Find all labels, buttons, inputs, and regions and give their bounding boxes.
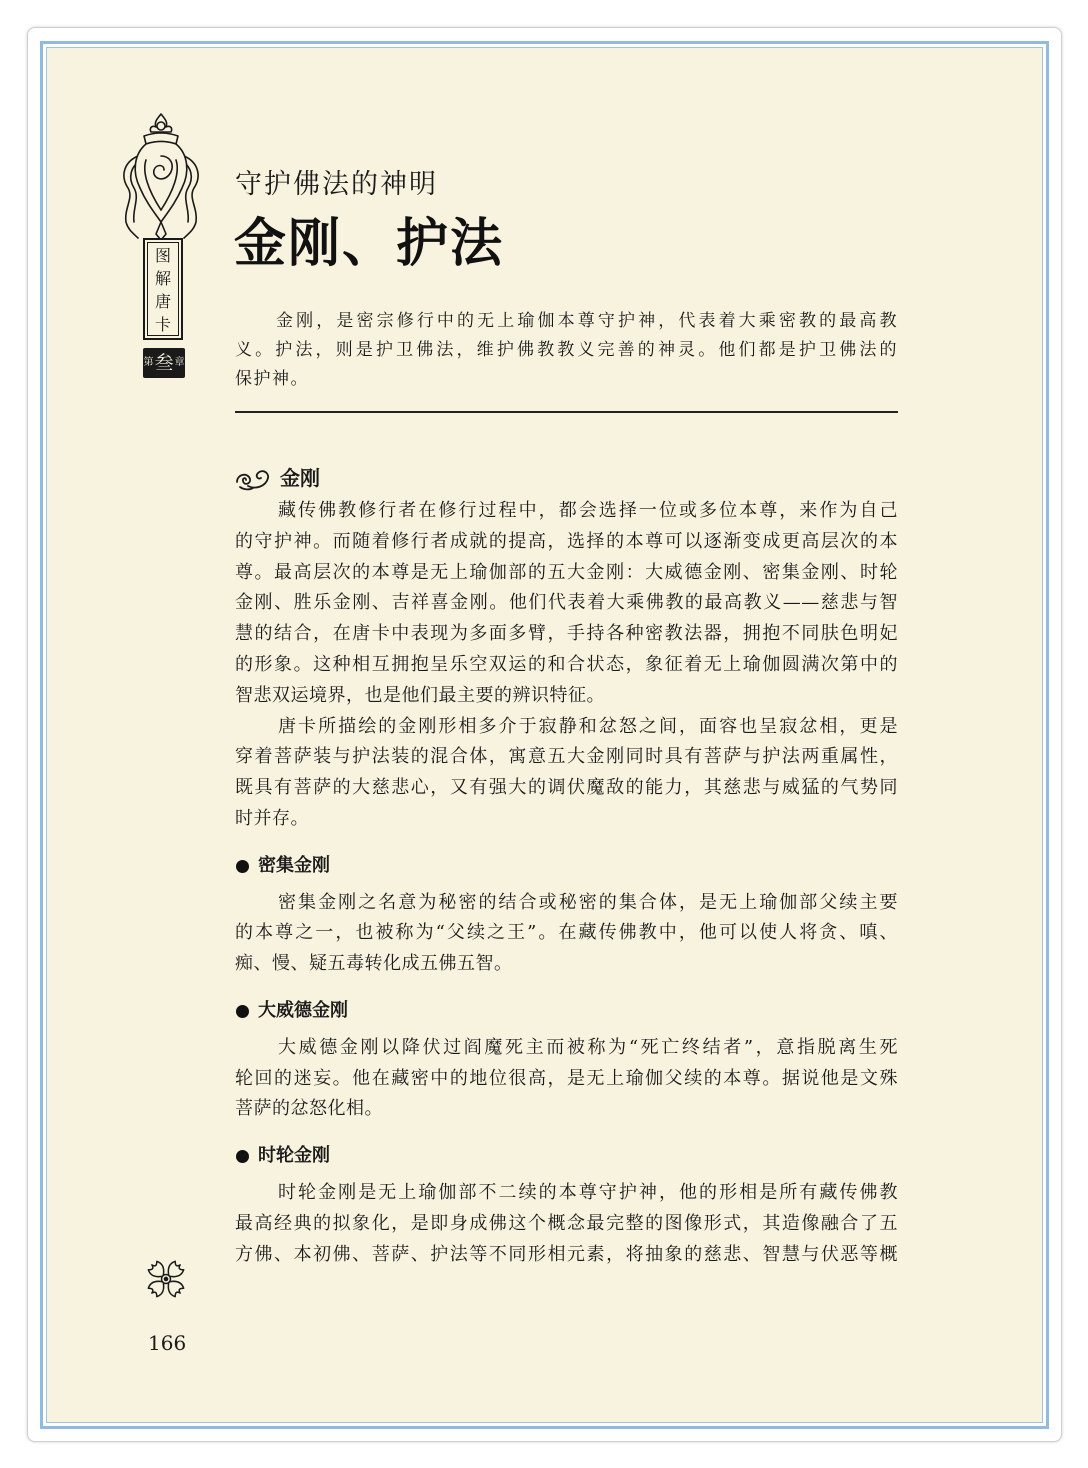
body-line: 金刚、胜乐金刚、吉祥喜金刚。他们代表着大乘佛教的最高教义——慈悲与智	[235, 592, 898, 614]
chapter-seal	[143, 348, 185, 378]
paragraph	[235, 496, 898, 712]
series-label-char: 图	[154, 246, 171, 265]
section-body	[235, 496, 898, 1270]
page-subtitle: 守护佛法的神明	[235, 169, 438, 200]
body-line: 藏传佛教修行者在修行过程中，都会选择一位或多位本尊，来作为自己	[278, 500, 898, 521]
intro-line: 义。护法，则是护卫佛法，维护佛教教义完善的神灵。他们都是护卫佛法的	[235, 340, 898, 360]
paragraph	[235, 888, 898, 980]
series-label-char: 卡	[154, 315, 171, 334]
body-line: 的守护神。而随着修行者成就的提高，选择的本尊可以逐渐变成更高层次的本	[235, 530, 898, 552]
body-line: 密集金刚之名意为秘密的结合或秘密的集合体，是无上瑜伽部父续主要	[278, 891, 898, 913]
section-title: 金刚	[280, 466, 320, 490]
bullet-icon	[236, 1005, 249, 1018]
body-line: 的形象。这种相互拥抱呈乐空双运的和合状态，象征着无上瑜伽圆满次第中的	[235, 653, 898, 675]
bullet-icon	[236, 1150, 249, 1163]
body-line: 菩萨的忿怒化相。	[235, 1098, 383, 1120]
body-line: 穿着菩萨装与护法装的混合体，寓意五大金刚同时具有菩萨与护法两重属性，	[235, 746, 898, 768]
body-line: 最高经典的拟象化，是即身成佛这个概念最完整的图像形式，其造像融合了五	[235, 1212, 898, 1234]
subsection-heading	[235, 851, 898, 882]
subsection-title: 大威德金刚	[258, 999, 348, 1021]
subsection-title: 密集金刚	[258, 854, 330, 876]
body-line: 慧的结合，在唐卡中表现为多面多臂，手持各种密教法器，拥抱不同肤色明妃	[235, 623, 898, 645]
body-line: 大威德金刚以降伏过阎魔死主而被称为“死亡终结者”，意指脱离生死	[278, 1036, 898, 1058]
divider-line	[235, 411, 898, 413]
body-line: 的本尊之一，也被称为“父续之王”。在藏传佛教中，他可以使人将贪、嗔、	[235, 922, 898, 944]
series-label-char: 解	[154, 269, 171, 288]
paragraph	[235, 712, 898, 835]
intro-line: 保护神。	[235, 369, 309, 389]
subsection-heading	[235, 996, 898, 1027]
cloud-scroll-icon	[234, 466, 272, 492]
intro-paragraph	[235, 307, 898, 394]
body-line: 既具有菩萨的大慈悲心，又有强大的调伏魔敌的能力，其慈悲与威猛的气势同	[235, 777, 898, 799]
chapter-prefix: 第	[143, 357, 154, 368]
body-line: 时轮金刚是无上瑜伽部不二续的本尊守护神，他的形相是所有藏传佛教	[278, 1181, 898, 1203]
body-line: 痴、慢、疑五毒转化成五佛五智。	[235, 953, 513, 975]
series-label-char: 唐	[154, 292, 171, 311]
crossed-vajra-icon	[140, 1256, 192, 1302]
body-line: 时并存。	[235, 807, 309, 829]
body-line: 尊。最高层次的本尊是无上瑜伽部的五大金刚：大威德金刚、密集金刚、时轮	[235, 561, 898, 583]
page-number: 166	[148, 1331, 187, 1355]
subsection-heading	[235, 1141, 898, 1172]
bullet-icon	[236, 860, 249, 873]
body-line: 方佛、本初佛、菩萨、护法等不同形相元素，将抽象的慈悲、智慧与伏恶等概	[235, 1243, 898, 1265]
subsection-title: 时轮金刚	[258, 1145, 330, 1167]
chapter-number: 叁	[154, 352, 174, 374]
page-title: 金刚、护法	[234, 214, 505, 274]
chapter-suffix: 章	[174, 357, 185, 368]
paragraph	[235, 1033, 898, 1125]
body-line: 唐卡所描绘的金刚形相多介于寂静和忿怒之间，面容也呈寂忿相，更是	[278, 715, 898, 737]
conch-ornament-icon	[116, 110, 206, 242]
body-line: 智悲双运境界，也是他们最主要的辨识特征。	[235, 684, 605, 706]
series-vertical-label	[143, 238, 183, 340]
paragraph	[235, 1178, 898, 1270]
body-line: 轮回的迷妄。他在藏密中的地位很高，是无上瑜伽父续的本尊。据说他是文殊	[235, 1067, 898, 1089]
intro-line: 金刚，是密宗修行中的无上瑜伽本尊守护神，代表着大乘密教的最高教	[276, 311, 898, 331]
